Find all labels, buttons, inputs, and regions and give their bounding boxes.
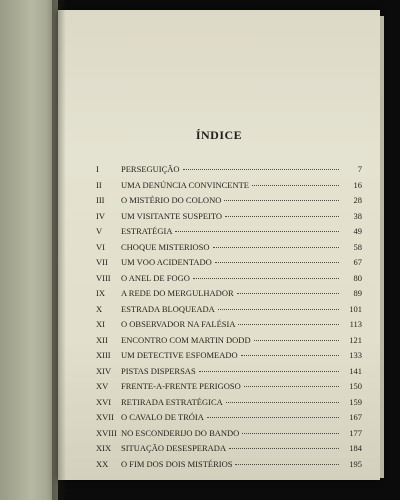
chapter-number: XIX — [96, 443, 112, 453]
chapter-number: X — [96, 303, 103, 314]
chapter-number: XII — [96, 334, 108, 345]
chapter-title: UM VOO ACIDENTADO — [121, 257, 212, 267]
page-number: 58 — [353, 241, 362, 252]
toc-entry — [96, 441, 362, 457]
toc-entry — [96, 348, 362, 364]
chapter-title: CHOQUE MISTERIOSO — [121, 241, 210, 252]
chapter-number: II — [96, 179, 102, 190]
dot-leader — [242, 433, 339, 434]
page-number: 67 — [353, 257, 362, 267]
chapter-title: SITUAÇÃO DESESPERADA — [121, 443, 227, 453]
toc-entry — [96, 333, 362, 349]
dot-leader — [183, 169, 339, 170]
dot-leader — [229, 448, 339, 449]
chapter-number: V — [96, 226, 103, 236]
chapter-title: NO ESCONDERIJO DO BANDO — [121, 427, 240, 438]
toc-entry — [96, 317, 362, 333]
chapter-title: A REDE DO MERGULHADOR — [121, 288, 234, 298]
toc-entry — [96, 224, 362, 240]
page-number: 195 — [349, 458, 362, 469]
chapter-title: O FIM DOS DOIS MISTÉRIOS — [121, 458, 233, 469]
page-number: 150 — [349, 381, 362, 391]
toc-entry — [96, 302, 362, 318]
chapter-number: VII — [96, 257, 108, 267]
chapter-number: XVII — [96, 412, 114, 422]
chapter-title: O OBSERVADOR NA FALÉSIA — [121, 319, 236, 329]
dot-leader — [199, 371, 339, 372]
dot-leader — [193, 278, 339, 279]
dot-leader — [238, 324, 339, 325]
chapter-number: I — [96, 164, 99, 174]
chapter-number: IX — [96, 288, 105, 298]
chapter-title: PERSEGUIÇÃO — [121, 164, 180, 174]
facing-page — [0, 0, 58, 500]
chapter-number: III — [96, 195, 105, 205]
dot-leader — [254, 340, 339, 341]
page-number: 113 — [349, 319, 362, 329]
toc-entry — [96, 240, 362, 256]
toc-page — [58, 10, 380, 480]
chapter-title: UMA DENÚNCIA CONVINCENTE — [121, 179, 249, 190]
page-number: 49 — [353, 226, 362, 236]
chapter-number: XX — [96, 458, 109, 469]
dot-leader — [218, 309, 339, 310]
page-number: 38 — [353, 210, 362, 221]
page-number: 28 — [353, 195, 362, 205]
toc-entry — [96, 271, 362, 287]
dot-leader — [213, 247, 339, 248]
dot-leader — [175, 231, 339, 232]
toc-entry — [96, 364, 362, 380]
page-number: 16 — [353, 179, 362, 190]
chapter-number: XVI — [96, 396, 112, 407]
chapter-number: XIII — [96, 350, 111, 360]
dot-leader — [252, 185, 339, 186]
toc-entry — [96, 255, 362, 271]
chapter-number: VI — [96, 241, 105, 252]
toc-entry — [96, 410, 362, 426]
dot-leader — [241, 355, 339, 356]
page-number: 167 — [349, 412, 362, 422]
toc-entry — [96, 395, 362, 411]
page-number: 133 — [349, 350, 362, 360]
toc-entry — [96, 178, 362, 194]
chapter-number: XV — [96, 381, 109, 391]
page-number: 121 — [349, 334, 362, 345]
page-number: 80 — [353, 272, 362, 283]
chapter-number: VIII — [96, 272, 111, 283]
chapter-title: FRENTE-A-FRENTE PERIGOSO — [121, 381, 241, 391]
dot-leader — [244, 386, 339, 387]
toc-entry — [96, 457, 362, 473]
chapter-title: UM VISITANTE SUSPEITO — [121, 210, 223, 221]
page-number: 141 — [349, 365, 362, 376]
dot-leader — [224, 200, 339, 201]
chapter-title: ENCONTRO COM MARTIN DODD — [121, 334, 251, 345]
chapter-number: XI — [96, 319, 105, 329]
page-edge — [380, 16, 384, 478]
chapter-title: O MISTÉRIO DO COLONO — [121, 195, 222, 205]
toc-entry — [96, 426, 362, 442]
toc-entry — [96, 286, 362, 302]
chapter-title: ESTRATÉGIA — [121, 226, 173, 236]
page-number: 101 — [349, 303, 362, 314]
chapter-number: IV — [96, 210, 105, 221]
toc-title: ÍNDICE — [195, 128, 243, 142]
chapter-title: O CAVALO DE TRÓIA — [121, 412, 204, 422]
toc-entry — [96, 162, 362, 178]
dot-leader — [226, 402, 339, 403]
book-spine-shadow — [52, 0, 66, 500]
page-number: 184 — [349, 443, 362, 453]
dot-leader — [215, 262, 339, 263]
toc-entry — [96, 379, 362, 395]
dot-leader — [207, 417, 339, 418]
dot-leader — [235, 464, 339, 465]
chapter-title: PISTAS DISPERSAS — [121, 365, 196, 376]
dot-leader — [237, 293, 339, 294]
chapter-number: XIV — [96, 365, 112, 376]
page-number: 7 — [357, 164, 362, 174]
chapter-title: ESTRADA BLOQUEADA — [121, 303, 215, 314]
chapter-number: XVIII — [96, 427, 117, 438]
chapter-title: O ANEL DE FOGO — [121, 272, 190, 283]
dot-leader — [225, 216, 339, 217]
chapter-title: RETIRADA ESTRATÉGICA — [121, 396, 223, 407]
page-number: 89 — [353, 288, 362, 298]
page-number: 177 — [349, 427, 362, 438]
page-number: 159 — [349, 396, 362, 407]
toc-entry — [96, 193, 362, 209]
toc-list — [96, 162, 362, 472]
chapter-title: UM DETECTIVE ESFOMEADO — [121, 350, 238, 360]
toc-entry — [96, 209, 362, 225]
